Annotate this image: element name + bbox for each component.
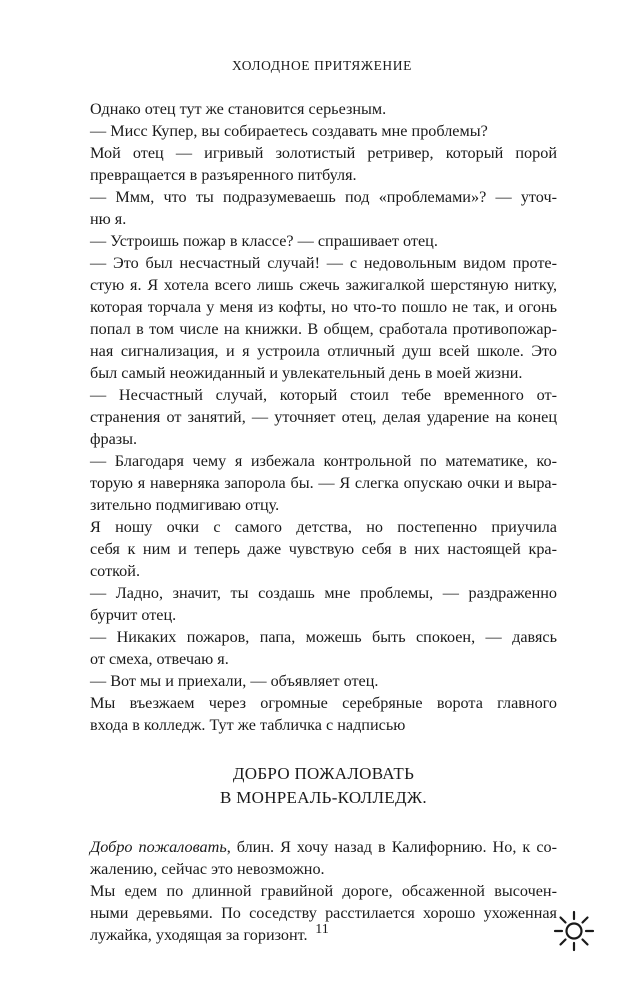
page-body bbox=[90, 98, 557, 946]
sun-icon bbox=[553, 910, 595, 952]
college-sign bbox=[90, 762, 557, 810]
paragraph-line: зительно подмигиваю отцу. bbox=[90, 496, 280, 514]
paragraph-line: — Устроишь пожар в классе? — спрашивает отец. bbox=[90, 232, 438, 250]
paragraph bbox=[90, 252, 557, 384]
paragraph-line: — Никаких пожаров, папа, можешь быть спокоен, — давясь bbox=[90, 628, 557, 646]
paragraph-line: входа в колледж. Тут же табличка с надписью bbox=[90, 716, 406, 734]
paragraph bbox=[90, 384, 557, 450]
paragraph-line: Я ношу очки с самого детства, но постепенно приучила bbox=[90, 518, 557, 536]
paragraph-line: фразы. bbox=[90, 430, 138, 448]
paragraph-line: — Мисс Купер, вы собираетесь создавать мне проблемы? bbox=[90, 122, 488, 140]
paragraph-line: Мой отец — игривый золотистый ретривер, который порой bbox=[90, 144, 557, 162]
paragraph-line: стую я. Я хотела всего лишь сжечь зажигалкой шерстяную нитку, bbox=[90, 276, 557, 294]
paragraph bbox=[90, 692, 557, 736]
paragraph-line: соткой. bbox=[90, 562, 140, 580]
paragraph bbox=[90, 626, 557, 670]
paragraph-line: Однако отец тут же становится серьезным. bbox=[90, 100, 387, 118]
paragraph-line: Мы едем по длинной гравийной дороге, обсаженной высочен- bbox=[90, 882, 557, 900]
text-block bbox=[90, 98, 557, 736]
paragraph-line: Мы въезжаем через огромные серебряные ворота главного bbox=[90, 694, 557, 712]
paragraph-line: попал в том числе на книжки. В общем, сработала противопожар- bbox=[90, 320, 557, 338]
paragraph bbox=[90, 186, 557, 230]
line-rest: , блин. Я хочу назад в Калифорнию. Но, к со- bbox=[226, 838, 557, 856]
paragraph-line: торую я наверняка запорола бы. — Я слегка опускаю очки и выра- bbox=[90, 474, 557, 492]
paragraph-line: — Несчастный случай, который стоил тебе временного от- bbox=[90, 386, 557, 404]
paragraph-line: жалению, сейчас это невозможно. bbox=[90, 860, 325, 878]
paragraph-line: — Ладно, значит, ты создашь мне проблемы, — раздраженно bbox=[90, 584, 557, 602]
paragraph-line: — Ммм, что ты подразумеваешь под «проблемами»? — уточ- bbox=[90, 188, 557, 206]
paragraph bbox=[90, 230, 557, 252]
paragraph-after-sign-1 bbox=[90, 836, 557, 880]
paragraph-line: странения от занятий, — уточняет отец, делая ударение на конец bbox=[90, 408, 557, 426]
sign-line-2: В МОНРЕАЛЬ-КОЛЛЕДЖ. bbox=[220, 788, 427, 807]
paragraph-line: — Благодаря чему я избежала контрольной по математике, ко- bbox=[90, 452, 557, 470]
paragraph-line bbox=[90, 836, 557, 858]
paragraph bbox=[90, 120, 557, 142]
paragraph-line: был самый неожиданный и увлекательный день в моей жизни. bbox=[90, 364, 523, 382]
paragraph bbox=[90, 582, 557, 626]
paragraph bbox=[90, 142, 557, 186]
paragraph bbox=[90, 98, 557, 120]
paragraph-line: превращается в разъяренного питбуля. bbox=[90, 166, 357, 184]
paragraph-line: ная сигнализация, и я устроила отличный душ всей школе. Это bbox=[90, 342, 557, 360]
paragraph bbox=[90, 516, 557, 582]
paragraph bbox=[90, 670, 557, 692]
paragraph bbox=[90, 450, 557, 516]
page-number: 11 bbox=[315, 922, 329, 937]
paragraph-line: бурчит отец. bbox=[90, 606, 177, 624]
paragraph-line: лужайка, уходящая за горизонт. bbox=[90, 926, 308, 944]
paragraph-line: — Вот мы и приехали, — объявляет отец. bbox=[90, 672, 379, 690]
paragraph-line: от смеха, отвечаю я. bbox=[90, 650, 229, 668]
italic-phrase: Добро пожаловать bbox=[90, 838, 227, 856]
paragraph-line: ными деревьями. По соседству расстилается хорошо ухоженная bbox=[90, 904, 557, 922]
paragraph-line: которая торчала у меня из кофты, но что-то пошло не так, и огонь bbox=[90, 298, 557, 316]
running-header: ХОЛОДНОЕ ПРИТЯЖЕНИЕ bbox=[232, 58, 412, 73]
paragraph-line: ню я. bbox=[90, 210, 127, 228]
sign-line-1: ДОБРО ПОЖАЛОВАТЬ bbox=[232, 764, 415, 783]
paragraph-line: — Это был несчастный случай! — с недовольным видом проте- bbox=[90, 254, 557, 272]
paragraph-line: себя к ним и теперь даже чувствую себя в них настоящей кра- bbox=[90, 540, 557, 558]
